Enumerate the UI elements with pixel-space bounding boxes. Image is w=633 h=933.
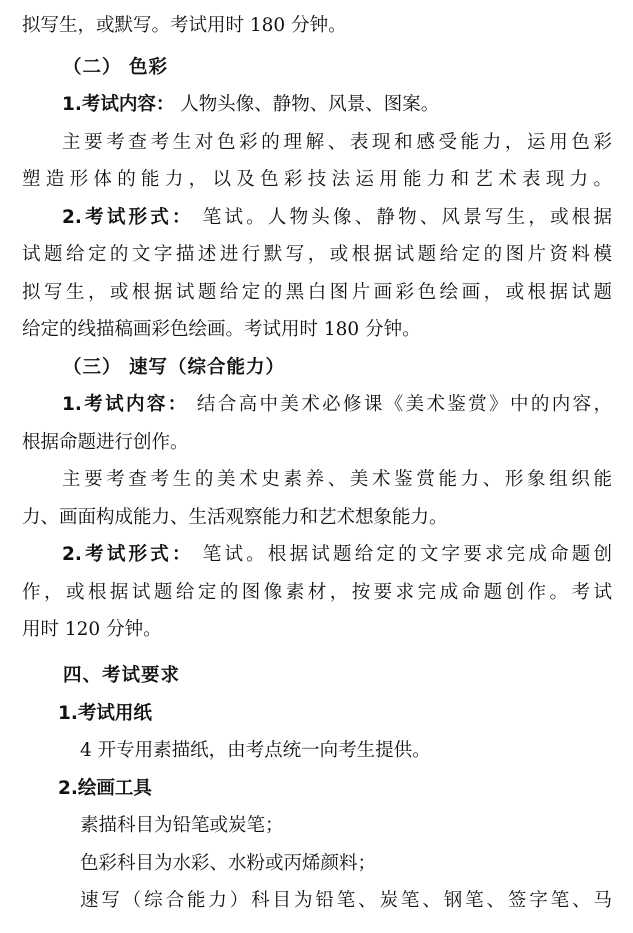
paragraph-line: 用时 120 分钟。 [22,619,162,640]
item-label: 1.考试内容： [62,94,175,115]
section-heading-requirements: 四、考试要求 [63,665,181,686]
paragraph-line: 拟写生，或默写。考试用时 180 分钟。 [22,15,347,36]
item-line [62,393,612,417]
paragraph-line: 主要考查考生对色彩的理解、表现和感受能力，运用色彩 [62,132,612,153]
paragraph-line: 色彩科目为水彩、水粉或丙烯颜料； [80,853,377,874]
item-label: 2.考试形式： [62,544,194,565]
item-label: 1.考试内容： [62,394,189,415]
subheading-tools: 2.绘画工具 [58,778,152,799]
paragraph-line: 试题给定的文字描述进行默写，或根据试题给定的图片资料模 [22,244,612,265]
paragraph-line: 作，或根据试题给定的图像素材，按要求完成命题创作。考试 [22,582,612,603]
section-heading-sketch: （三） 速写（综合能力） [63,357,285,378]
item-text: 人物头像、静物、风景、图案。 [174,94,440,115]
item-text: 笔试。人物头像、静物、风景写生，或根据 [193,207,612,228]
item-text: 笔试。根据试题给定的文字要求完成命题创 [193,544,612,565]
paragraph-line: 4 开专用素描纸，由考点统一向考生提供。 [80,740,431,761]
paragraph-line: 素描科目为铅笔或炭笔； [80,815,284,836]
item-line [62,206,612,230]
paragraph-line: 根据命题进行创作。 [22,432,189,453]
paragraph-line: 主要考查考生的美术史素养、美术鉴赏能力、形象组织能 [62,469,612,490]
paragraph-line: 拟写生，或根据试题给定的黑白图片画彩色绘画，或根据试题 [22,282,612,303]
section-heading-color: （二） 色彩 [63,57,168,78]
item-label: 2.考试形式： [62,207,194,228]
paragraph-line: 力、画面构成能力、生活观察能力和艺术想象能力。 [22,507,448,528]
item-line [62,543,612,567]
paragraph-line: 塑造形体的能力，以及色彩技法运用能力和艺术表现力。 [22,169,612,190]
item-text: 结合高中美术必修课《美术鉴赏》中的内容， [188,394,612,415]
paragraph-line: 给定的线描稿画彩色绘画。考试用时 180 分钟。 [22,319,421,340]
subheading-paper: 1.考试用纸 [58,703,152,724]
item-line [62,93,612,117]
paragraph-line: 速写（综合能力）科目为铅笔、炭笔、钢笔、签字笔、马 [80,890,612,911]
